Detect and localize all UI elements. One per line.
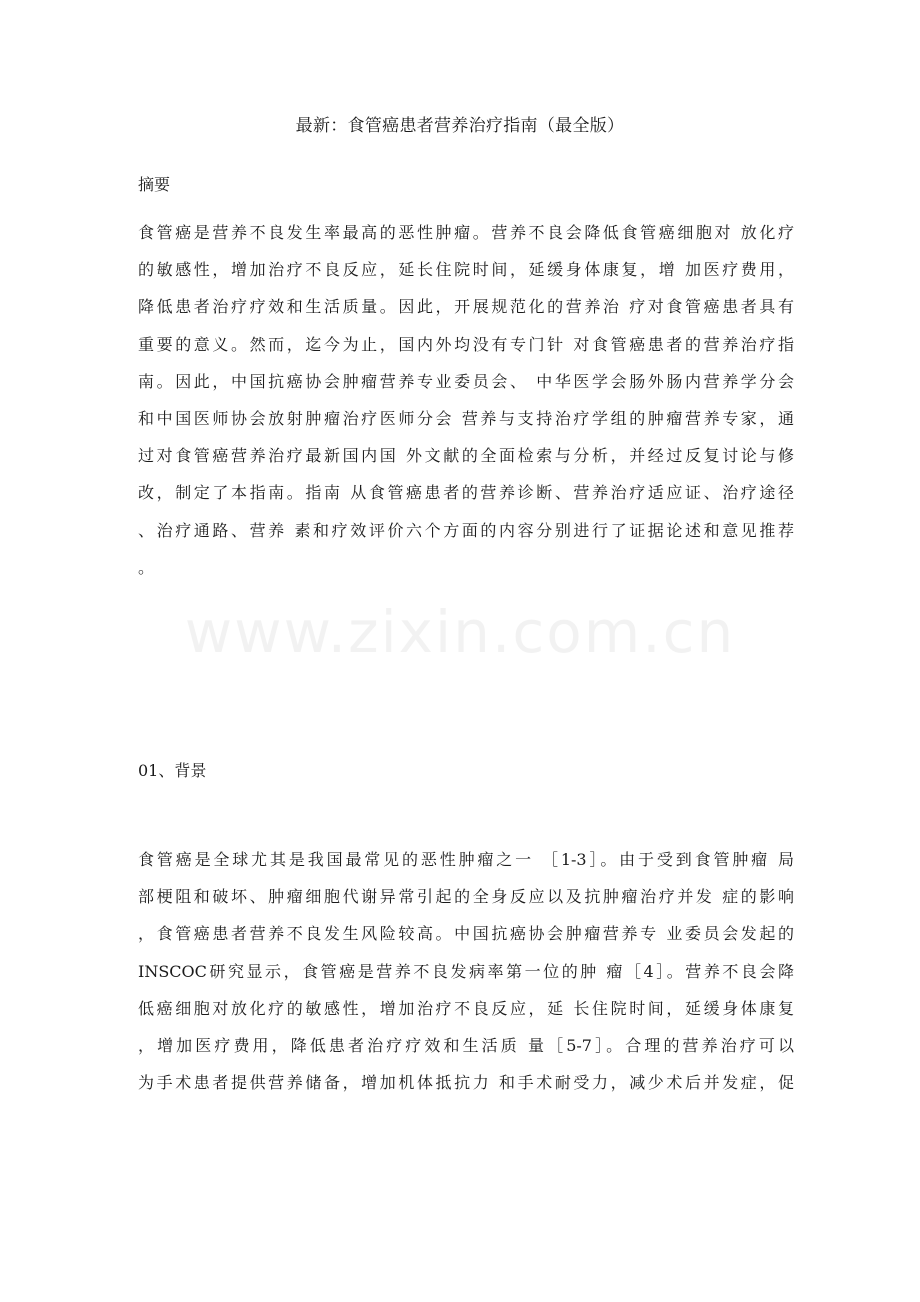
background-line: 低癌细胞对放化疗的敏感性，增加治疗不良反应，延 长住院时间，延缓身体康复 [138, 998, 794, 1018]
watermark-text: www.zixin.com.cn [184, 598, 736, 666]
background-line: 食管癌是全球尤其是我国最常见的恶性肿瘤之一 ［1-3］。由于受到食管肿瘤 局 [138, 850, 794, 869]
abstract-line: 和中国医师协会放射肿瘤治疗医师分会 营养与支持治疗学组的肿瘤营养专家，通 [138, 408, 794, 428]
background-line: INSCOC研究显示，食管癌是营养不良发病率第一位的肿 瘤［4］。营养不良会降 [138, 961, 794, 981]
background-line: ，食管癌患者营养不良发生风险较高。中国抗癌协会肿瘤营养专 业委员会发起的 [138, 924, 794, 944]
background-paragraph [138, 841, 794, 1101]
abstract-line: 、治疗通路、营养 素和疗效评价六个方面的内容分别进行了证据论述和意见推荐 [138, 520, 794, 540]
abstract-line: 重要的意义。然而，迄今为止，国内外均没有专门针 对食管癌患者的营养治疗指 [138, 334, 794, 354]
abstract-heading: 摘要 [138, 175, 171, 194]
abstract-line: 的敏感性，增加治疗不良反应，延长住院时间，延缓身体康复，增 加医疗费用， [138, 260, 794, 280]
background-line: 部梗阻和破坏、肿瘤细胞代谢异常引起的全身反应以及抗肿瘤治疗并发 症的影响 [138, 887, 794, 907]
abstract-line: 改，制定了本指南。指南 从食管癌患者的营养诊断、营养治疗适应证、治疗途径 [138, 483, 794, 503]
abstract-line: 。 [138, 557, 155, 577]
document-title: 最新：食管癌患者营养治疗指南（最全版） [295, 116, 625, 136]
abstract-line: 南。因此，中国抗癌协会肿瘤营养专业委员会、 中华医学会肠外肠内营养学分会 [138, 371, 794, 391]
background-line: ，增加医疗费用，降低患者治疗疗效和生活质 量［5-7］。合理的营养治疗可以 [138, 1035, 794, 1055]
abstract-paragraph [138, 214, 794, 586]
abstract-line: 过对食管癌营养治疗最新国内国 外文献的全面检索与分析，并经过反复讨论与修 [138, 446, 794, 466]
section-heading-background: 01、背景 [138, 761, 207, 780]
abstract-line: 降低患者治疗疗效和生活质量。因此，开展规范化的营养治 疗对食管癌患者具有 [138, 297, 794, 317]
abstract-line: 食管癌是营养不良发生率最高的恶性肿瘤。营养不良会降低食管癌细胞对 放化疗 [138, 223, 794, 242]
background-line: 为手术患者提供营养储备，增加机体抵抗力 和手术耐受力，减少术后并发症，促 [138, 1073, 794, 1093]
